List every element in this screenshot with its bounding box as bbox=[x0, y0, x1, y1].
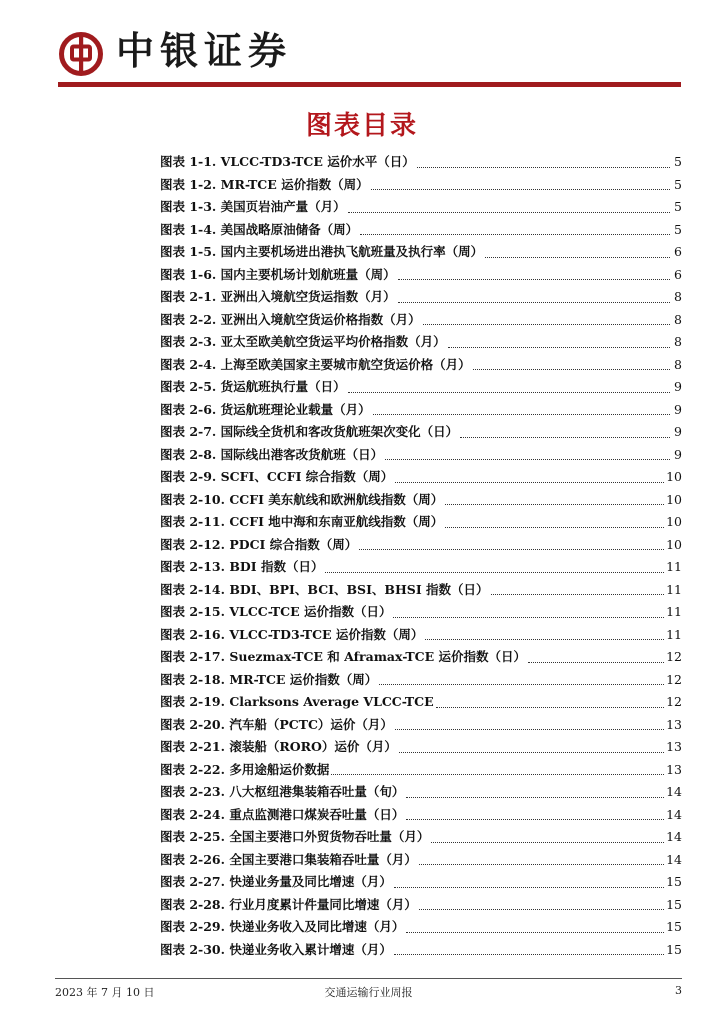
toc-entry-page: 8 bbox=[674, 311, 682, 327]
toc-entry-page: 12 bbox=[666, 671, 682, 687]
toc-entry[interactable] bbox=[160, 669, 682, 692]
toc-entry-page: 9 bbox=[674, 379, 682, 394]
toc-entry[interactable] bbox=[160, 309, 682, 332]
toc-entry-page: 5 bbox=[674, 154, 682, 169]
toc-entry-page: 14 bbox=[666, 806, 682, 822]
toc-entry-label: 图表 2-24. 重点监测港口煤炭吞吐量（日） bbox=[160, 806, 405, 822]
toc-title: 图表目录 bbox=[305, 111, 418, 141]
toc-entry-page: 12 bbox=[666, 694, 682, 709]
toc-entry-label: 图表 2-9. SCFI、CCFI 综合指数（周） bbox=[160, 469, 394, 484]
toc-entry[interactable] bbox=[160, 534, 682, 557]
toc-entry-page: 6 bbox=[674, 266, 682, 282]
toc-entry-page: 13 bbox=[666, 716, 682, 732]
toc-entry-label: 图表 2-27. 快递业务量及同比增速（月） bbox=[160, 874, 392, 889]
toc-dot-leader bbox=[348, 392, 670, 393]
toc-entry-page: 15 bbox=[666, 941, 682, 957]
toc-entry-page: 5 bbox=[674, 221, 682, 237]
toc-dot-leader bbox=[395, 482, 664, 483]
toc-dot-leader bbox=[399, 752, 664, 753]
toc-entry-page: 9 bbox=[674, 446, 682, 462]
toc-entry-page: 15 bbox=[666, 874, 682, 889]
toc-entry-label: 图表 1-6. 国内主要机场计划航班量（周） bbox=[160, 266, 396, 282]
toc-entry-label: 图表 2-30. 快递业务收入累计增速（月） bbox=[160, 941, 392, 957]
toc-entry-page: 15 bbox=[666, 896, 682, 912]
page-footer bbox=[55, 984, 682, 1000]
toc-entry[interactable] bbox=[160, 489, 682, 512]
page-header bbox=[0, 0, 724, 90]
toc-entry-label: 图表 2-20. 汽车船（PCTC）运价（月） bbox=[160, 716, 393, 732]
toc-entry[interactable] bbox=[160, 916, 682, 939]
toc-entry-label: 图表 2-14. BDI、BPI、BCI、BSI、BHSI 指数（日） bbox=[160, 581, 489, 597]
toc-entry-label: 图表 2-25. 全国主要港口外贸货物吞吐量（月） bbox=[160, 829, 430, 844]
toc-entry-page: 6 bbox=[674, 244, 682, 259]
toc-dot-leader bbox=[360, 234, 670, 235]
toc-entry[interactable] bbox=[160, 826, 682, 849]
toc-dot-leader bbox=[379, 684, 664, 685]
toc-entry-label: 图表 2-29. 快递业务收入及同比增速（月） bbox=[160, 919, 405, 934]
toc-entry[interactable] bbox=[160, 691, 682, 714]
toc-entry-page: 10 bbox=[666, 469, 682, 484]
toc-entry-label: 图表 2-16. VLCC-TD3-TCE 运价指数（周） bbox=[160, 626, 424, 642]
toc-entry-label: 图表 2-17. Suezmax-TCE 和 Aframax-TCE 运价指数（日） bbox=[160, 649, 527, 664]
toc-entry-page: 8 bbox=[674, 334, 682, 349]
toc-dot-leader bbox=[395, 729, 664, 730]
toc-entry[interactable] bbox=[160, 849, 682, 872]
toc-dot-leader bbox=[406, 797, 664, 798]
toc-dot-leader bbox=[460, 437, 670, 438]
toc-dot-leader bbox=[448, 347, 670, 348]
toc-entry[interactable] bbox=[160, 174, 682, 197]
toc-entry-page: 14 bbox=[666, 829, 682, 844]
toc-entry[interactable] bbox=[160, 376, 682, 399]
toc-entry[interactable] bbox=[160, 759, 682, 782]
toc-entry[interactable] bbox=[160, 219, 682, 242]
toc-entry-label: 图表 1-5. 国内主要机场进出港执飞航班量及执行率（周） bbox=[160, 244, 484, 259]
toc-entry-label: 图表 2-7. 国际线全货机和客改货航班架次变化（日） bbox=[160, 424, 459, 439]
toc-entry-label: 图表 2-10. CCFI 美东航线和欧洲航线指数（周） bbox=[160, 491, 444, 507]
toc-entry-label: 图表 2-1. 亚洲出入境航空货运指数（月） bbox=[160, 289, 396, 304]
toc-dot-leader bbox=[385, 459, 670, 460]
toc-entry-page: 14 bbox=[666, 784, 682, 799]
toc-entry[interactable] bbox=[160, 781, 682, 804]
toc-entry[interactable] bbox=[160, 894, 682, 917]
footer-page-number: 3 bbox=[675, 984, 682, 997]
toc-entry-page: 11 bbox=[666, 604, 682, 619]
toc-entry-label: 图表 2-19. Clarksons Average VLCC-TCE bbox=[160, 694, 434, 709]
toc-entry[interactable] bbox=[160, 601, 682, 624]
toc-dot-leader bbox=[436, 707, 664, 708]
toc-entry-page: 8 bbox=[674, 356, 682, 372]
toc-entry[interactable] bbox=[160, 579, 682, 602]
toc-entry-page: 11 bbox=[666, 626, 682, 642]
toc-dot-leader bbox=[445, 504, 664, 505]
toc-dot-leader bbox=[393, 617, 664, 618]
toc-entry[interactable] bbox=[160, 871, 682, 894]
footer-report-name: 交通运输行业周报 bbox=[324, 986, 413, 999]
toc-dot-leader bbox=[425, 639, 664, 640]
toc-entry-label: 图表 2-15. VLCC-TCE 运价指数（日） bbox=[160, 604, 392, 619]
toc-dot-leader bbox=[371, 189, 670, 190]
toc-entry[interactable] bbox=[160, 354, 682, 377]
toc-entry-label: 图表 2-23. 八大枢纽港集装箱吞吐量（旬） bbox=[160, 784, 405, 799]
toc-dot-leader bbox=[417, 167, 670, 168]
toc-entry-label: 图表 2-18. MR-TCE 运价指数（周） bbox=[160, 671, 378, 687]
toc-entry[interactable] bbox=[160, 939, 682, 962]
toc-entry-label: 图表 1-4. 美国战略原油储备（周） bbox=[160, 221, 359, 237]
toc-entry[interactable] bbox=[160, 331, 682, 354]
toc-entry-label: 图表 2-5. 货运航班执行量（日） bbox=[160, 379, 346, 394]
toc-entry-page: 5 bbox=[674, 176, 682, 192]
toc-entry[interactable] bbox=[160, 241, 682, 264]
toc-dot-leader bbox=[491, 594, 665, 595]
toc-entry-label: 图表 2-21. 滚装船（RORO）运价（月） bbox=[160, 739, 397, 754]
toc-entry[interactable] bbox=[160, 714, 682, 737]
toc-entry-page: 9 bbox=[674, 401, 682, 417]
toc-entry-page: 8 bbox=[674, 289, 682, 304]
toc-dot-leader bbox=[423, 324, 670, 325]
toc-entry-page: 13 bbox=[666, 739, 682, 754]
toc-entry-label: 图表 2-22. 多用途船运价数据 bbox=[160, 761, 330, 777]
header-divider bbox=[58, 82, 681, 87]
toc-entry-page: 15 bbox=[666, 919, 682, 934]
toc-entry-label: 图表 1-2. MR-TCE 运价指数（周） bbox=[160, 176, 369, 192]
toc-dot-leader bbox=[373, 414, 670, 415]
toc-entry[interactable] bbox=[160, 466, 682, 489]
toc-entry[interactable] bbox=[160, 444, 682, 467]
toc-entry-label: 图表 2-12. PDCI 综合指数（周） bbox=[160, 536, 358, 552]
toc-entry-label: 图表 1-1. VLCC-TD3-TCE 运价水平（日） bbox=[160, 154, 415, 169]
toc-entry-label: 图表 2-4. 上海至欧美国家主要城市航空货运价格（月） bbox=[160, 356, 471, 372]
toc-dot-leader bbox=[419, 864, 664, 865]
toc-entry-page: 11 bbox=[666, 559, 682, 574]
footer-date: 2023 年 7 月 10 日 bbox=[55, 986, 155, 999]
toc-entry-label: 图表 2-6. 货运航班理论业载量（月） bbox=[160, 401, 371, 417]
toc-dot-leader bbox=[406, 819, 664, 820]
toc-entry[interactable] bbox=[160, 646, 682, 669]
toc-dot-leader bbox=[394, 887, 664, 888]
toc-entry-page: 10 bbox=[666, 514, 682, 529]
toc-entry-page: 13 bbox=[666, 761, 682, 777]
toc-dot-leader bbox=[359, 549, 664, 550]
toc-entry[interactable] bbox=[160, 151, 682, 174]
toc-entry[interactable] bbox=[160, 804, 682, 827]
footer-divider bbox=[55, 978, 682, 979]
toc-entry-label: 图表 2-13. BDI 指数（日） bbox=[160, 559, 324, 574]
toc-entry[interactable] bbox=[160, 511, 682, 534]
toc-dot-leader bbox=[473, 369, 670, 370]
toc-dot-leader bbox=[348, 212, 670, 213]
brand-name: 中银证券 bbox=[116, 28, 293, 73]
toc-entry[interactable] bbox=[160, 736, 682, 759]
toc-dot-leader bbox=[406, 932, 664, 933]
toc-entry-page: 10 bbox=[666, 491, 682, 507]
toc-dot-leader bbox=[528, 662, 664, 663]
toc-dot-leader bbox=[431, 842, 664, 843]
toc-entry-label: 图表 2-28. 行业月度累计件量同比增速（月） bbox=[160, 896, 417, 912]
toc-entry[interactable] bbox=[160, 286, 682, 309]
toc-dot-leader bbox=[485, 257, 670, 258]
toc-entry[interactable] bbox=[160, 196, 682, 219]
toc-entry-label: 图表 2-26. 全国主要港口集装箱吞吐量（月） bbox=[160, 851, 417, 867]
toc-entry-page: 11 bbox=[666, 581, 682, 597]
toc-entry-page: 14 bbox=[666, 851, 682, 867]
toc-entry[interactable] bbox=[160, 264, 682, 287]
toc-dot-leader bbox=[394, 954, 664, 955]
toc-entry[interactable] bbox=[160, 556, 682, 579]
toc-entry-label: 图表 2-11. CCFI 地中海和东南亚航线指数（周） bbox=[160, 514, 444, 529]
toc-entry[interactable] bbox=[160, 399, 682, 422]
toc-entry-label: 图表 2-8. 国际线出港客改货航班（日） bbox=[160, 446, 384, 462]
toc-dot-leader bbox=[325, 572, 664, 573]
toc-entry-page: 5 bbox=[674, 199, 682, 214]
toc-entry-page: 9 bbox=[674, 424, 682, 439]
bank-of-china-logo-icon bbox=[58, 31, 104, 77]
toc-entry-label: 图表 1-3. 美国页岩油产量（月） bbox=[160, 199, 346, 214]
toc-entry-page: 10 bbox=[666, 536, 682, 552]
toc-entry-label: 图表 2-3. 亚太至欧美航空货运平均价格指数（月） bbox=[160, 334, 446, 349]
toc-entry[interactable] bbox=[160, 421, 682, 444]
toc-dot-leader bbox=[419, 909, 664, 910]
toc-dot-leader bbox=[331, 774, 664, 775]
toc-entry-page: 12 bbox=[666, 649, 682, 664]
toc-dot-leader bbox=[398, 279, 670, 280]
toc-entry-label: 图表 2-2. 亚洲出入境航空货运价格指数（月） bbox=[160, 311, 421, 327]
toc-dot-leader bbox=[398, 302, 670, 303]
toc-list bbox=[160, 151, 682, 961]
toc-dot-leader bbox=[445, 527, 664, 528]
toc-entry[interactable] bbox=[160, 624, 682, 647]
